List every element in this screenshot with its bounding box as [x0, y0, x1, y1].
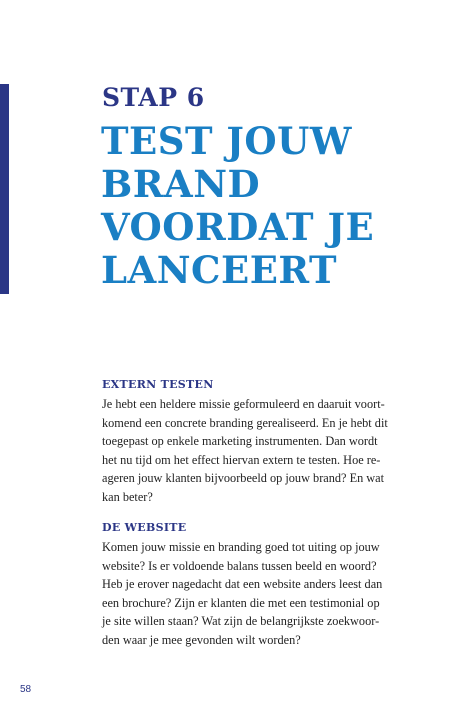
body-line: kan beter? — [102, 489, 153, 504]
page-title — [101, 120, 431, 292]
body-line: je site willen staan? Wat zijn de belangrijkste zoekwoor- — [102, 614, 380, 628]
body-line: website? Is er voldoende balans tussen beeld en woord? — [102, 558, 377, 573]
title-line: LANCEERT — [101, 248, 338, 292]
body-line: Je hebt een heldere missie geformuleerd en daaruit voort- — [102, 397, 385, 411]
body-line: ageren jouw klanten bijvoorbeeld op jouw brand? En wat — [102, 471, 385, 485]
title-line: VOORDAT JE — [101, 205, 375, 249]
section-de-website — [102, 520, 432, 649]
body-line: een brochure? Zijn er klanten die met een testimonial op — [102, 595, 380, 610]
section-extern-testen — [102, 377, 432, 506]
section-heading: DE WEBSITE — [102, 521, 187, 534]
title-line: TEST JOUW — [101, 119, 352, 163]
section-body — [102, 395, 432, 506]
step-label: STAP 6 — [102, 83, 205, 112]
body-line: komend een concrete branding gerealiseerd. En je hebt dit — [102, 415, 388, 430]
body-line: het nu tijd om het effect hiervan extern te testen. Hoe re- — [102, 452, 381, 467]
side-accent-bar — [0, 84, 9, 294]
body-line: den waar je mee gevonden wilt worden? — [102, 632, 301, 647]
section-body — [102, 538, 432, 649]
body-line: toegepast op enkele marketing instrumenten. Dan wordt — [102, 434, 378, 448]
section-heading: EXTERN TESTEN — [102, 378, 214, 391]
body-line: Heb je erover nagedacht dat een website anders leest dan — [102, 577, 383, 591]
body-line: Komen jouw missie en branding goed tot uiting op jouw — [102, 540, 380, 554]
title-line: BRAND — [101, 162, 261, 206]
page-number: 58 — [20, 684, 32, 695]
